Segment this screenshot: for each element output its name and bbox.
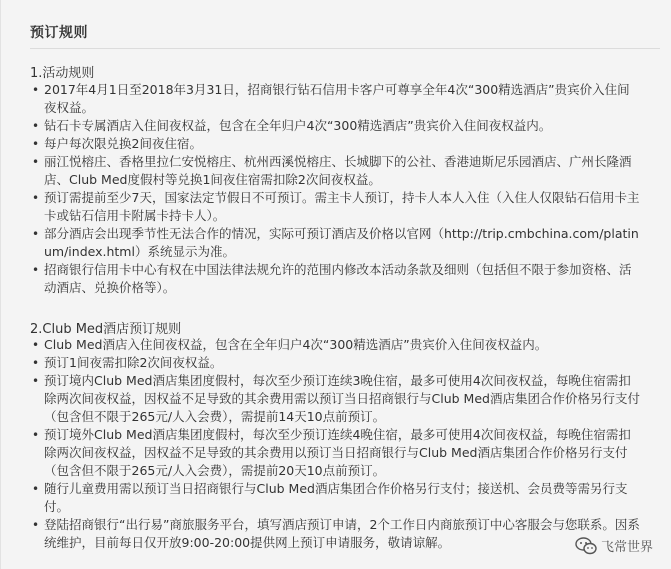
section2-rules-list: [30, 336, 642, 552]
section1-rules-list: [30, 81, 642, 297]
list-item: • 丽江悦榕庄、香格里拉仁安悦榕庄、杭州西溪悦榕庄、长城脚下的公社、香港迪斯尼乐园酒店、广州长隆酒店、Club Med度假村等兑换1间夜住宿需扣除2次间夜权益。: [32, 154, 632, 187]
wechat-icon: [575, 537, 597, 555]
list-item: • 部分酒店会出现季节性无法合作的情况，实际可预订酒店及价格以官网（http://trip.cmbchina.com/platinum/index.html）系统显示为准。: [32, 226, 639, 259]
page-title: 预订规则: [30, 25, 88, 41]
list-item: • 随行儿童费用需以预订当日招商银行与Club Med酒店集团合作价格另行支付；接送机、会员费等需另行支付。: [32, 481, 628, 514]
list-item: • 预订1间夜需扣除2次间夜权益。: [32, 355, 223, 370]
list-item: • Club Med酒店入住间夜权益，包含在全年归户4次“300精选酒店”贵宾价入住间夜权益内。: [32, 337, 548, 352]
section1-heading: 1.活动规则: [30, 66, 95, 81]
list-item: • 预订境内Club Med酒店集团度假村，每次至少预订连续3晚住宿，最多可使用4次间夜权益，每晚住宿需扣除两次间夜权益，因权益不足导致的其余费用需以预订当日招商银行与Club Med酒店集团合作价格另行支付（包含但不限于265元/人入会费），需提前14天10点前预订。: [32, 373, 640, 424]
watermark-text: 飞常世界: [600, 540, 653, 555]
list-item: • 预订需提前至少7天，国家法定节假日不可预订。需主卡人预订，持卡人本人入住（入住人仅限钻石信用卡主卡或钻石信用卡附属卡持卡人）。: [32, 190, 640, 223]
list-item: • 每户每次限兑换2间夜住宿。: [32, 136, 202, 151]
list-item: • 钻石卡专属酒店入住间夜权益，包含在全年归户4次“300精选酒店”贵宾价入住间夜权益内。: [32, 118, 552, 133]
section2-heading: 2.Club Med酒店预订规则: [30, 322, 182, 337]
list-item: • 招商银行信用卡中心有权在中国法律法规允许的范围内修改本活动条款及细则（包括但不限于参加资格、活动酒店、兑换价格等）。: [32, 262, 632, 295]
list-item: • 预订境外Club Med酒店集团度假村，每次至少预订连续4晚住宿，最多可使用4次间夜权益，每晚住宿需扣除两次间夜权益，因权益不足导致的其余费用以预订当日招商银行与Club Med酒店集团合作价格另行支付（包含但不限于265元/人入会费），需提前20天10点前预订。: [32, 427, 631, 478]
list-item: • 2017年4月1日至2018年3月31日，招商银行钻石信用卡客户可尊享全年4次“300精选酒店”贵宾价入住间夜权益。: [32, 82, 630, 115]
watermark: [575, 536, 653, 555]
list-item: • 登陆招商银行“出行易”商旅服务平台，填写酒店预订申请，2个工作日内商旅预订中心客服会与您联系。因系统维护，目前每日仅开放9:00-20:00提供网上预订申请服务，敬请谅解。: [32, 517, 640, 550]
title-divider: [30, 48, 660, 49]
